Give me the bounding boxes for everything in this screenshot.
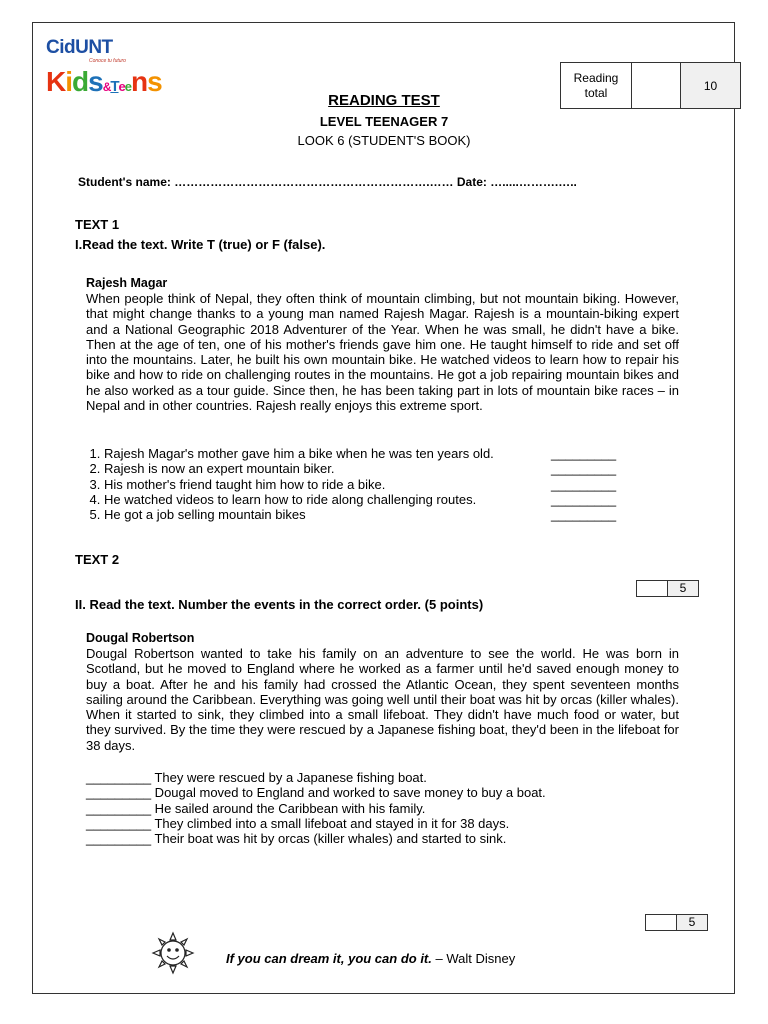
text1-subtitle: Rajesh Magar [86, 276, 168, 290]
text2-score-field[interactable] [637, 581, 668, 597]
answer-blank[interactable]: _________ [551, 476, 617, 492]
event-item[interactable]: _________ They climbed into a small lifeboat and stayed in it for 38 days. [86, 815, 510, 831]
question-item: 2. Rajesh is now an expert mountain biker. [104, 461, 564, 476]
cidunt-logo: CidUNT [46, 37, 113, 58]
event-item[interactable]: _________ He sailed around the Caribbean with his family. [86, 800, 426, 816]
book-subtitle: LOOK 6 (STUDENT'S BOOK) [297, 133, 471, 148]
text1-instruction: I.Read the text. Write T (true) or F (false). [75, 237, 326, 252]
text2-paragraph: Dougal Robertson wanted to take his family on an adventure to see the world. He was born in Scotland, but he moved to England where he worked as a farmer until he'd saved enough money to buy a boat. After he and his family had crossed the Atlantic Ocean, they spent seventeen months sailing around the Caribbean. Everything was going well until their boat was hit by orcas (killer whales). When it started to sink, they climbed into a small lifeboat. They didn't have much food or water, but they survived. By the time they were rescued by a Japanese fishing boat, they'd been in the lifeboat for 38 days. [86, 646, 679, 753]
text1-label: TEXT 1 [75, 217, 120, 232]
question-item: 4. He watched videos to learn how to ride along challenging routes. [104, 492, 564, 507]
event-item[interactable]: _________ They were rescued by a Japanese fishing boat. [86, 770, 427, 785]
answer-blank[interactable]: _________ [551, 507, 617, 523]
answer-blank[interactable]: _________ [551, 446, 617, 461]
text1-questions [86, 446, 564, 522]
student-name-date-line[interactable]: Student's name: ……………………………………………………….…… Date: ….....……….….. [78, 175, 577, 189]
text2-instruction: II. Read the text. Number the events in the correct order. (5 points) [75, 597, 484, 612]
question-item: 5. He got a job selling mountain bikes [104, 507, 564, 522]
quote-text: If you can dream it, you can do it. [226, 951, 432, 966]
bottom-score-box [645, 914, 708, 931]
kids-teens-logo: Kids&Teens [46, 66, 162, 97]
event-item[interactable]: _________ Their boat was hit by orcas (killer whales) and started to sink. [86, 831, 507, 847]
level-subtitle: LEVEL TEENAGER 7 [319, 114, 449, 129]
answer-blank[interactable]: _________ [551, 461, 617, 477]
logo-tagline: Conoce tu futuro [89, 58, 126, 64]
smiling-sun-icon [150, 930, 196, 976]
reading-total-max: 10 [681, 63, 741, 109]
quote [226, 951, 515, 966]
text2-events [86, 770, 546, 846]
text2-score-max: 5 [668, 581, 699, 597]
text2-label: TEXT 2 [75, 552, 120, 567]
bottom-score-field[interactable] [646, 915, 677, 931]
test-title: READING TEST [328, 92, 440, 109]
question-item: 3. His mother's friend taught him how to ride a bike. [104, 477, 564, 492]
reading-total-label: Reading total [561, 63, 632, 109]
text2-subtitle: Dougal Robertson [86, 631, 195, 645]
answer-blank[interactable]: _________ [551, 491, 617, 507]
question-item: 1. Rajesh Magar's mother gave him a bike when he was ten years old. [104, 446, 564, 461]
bottom-score-max: 5 [677, 915, 708, 931]
quote-author: – Walt Disney [435, 951, 516, 966]
text2-score-box [636, 580, 699, 597]
text1-paragraph: When people think of Nepal, they often think of mountain climbing, but not mountain biking. However, that might change thanks to a young man named Rajesh Magar. Rajesh is a mountain-biking expert and a National Geographic 2018 Adventurer of the Year. When he was small, he didn't have a bike. Then at the age of ten, one of his mother's friends gave him one. He taught himself to ride and set off into the mountains. Later, he built his own mountain bike. He watched videos to learn how to repair his bike and how to ride on challenging routes in the mountains. He got a job repairing mountain bikes and he also worked as a tour guide. Since then, he has been taking part in lots of mountain bike races – in Nepal and in other countries. Rajesh really enjoys this extreme sport. [86, 291, 679, 414]
answer-blanks [551, 446, 616, 522]
event-item[interactable]: _________ Dougal moved to England and worked to save money to buy a boat. [86, 785, 546, 801]
